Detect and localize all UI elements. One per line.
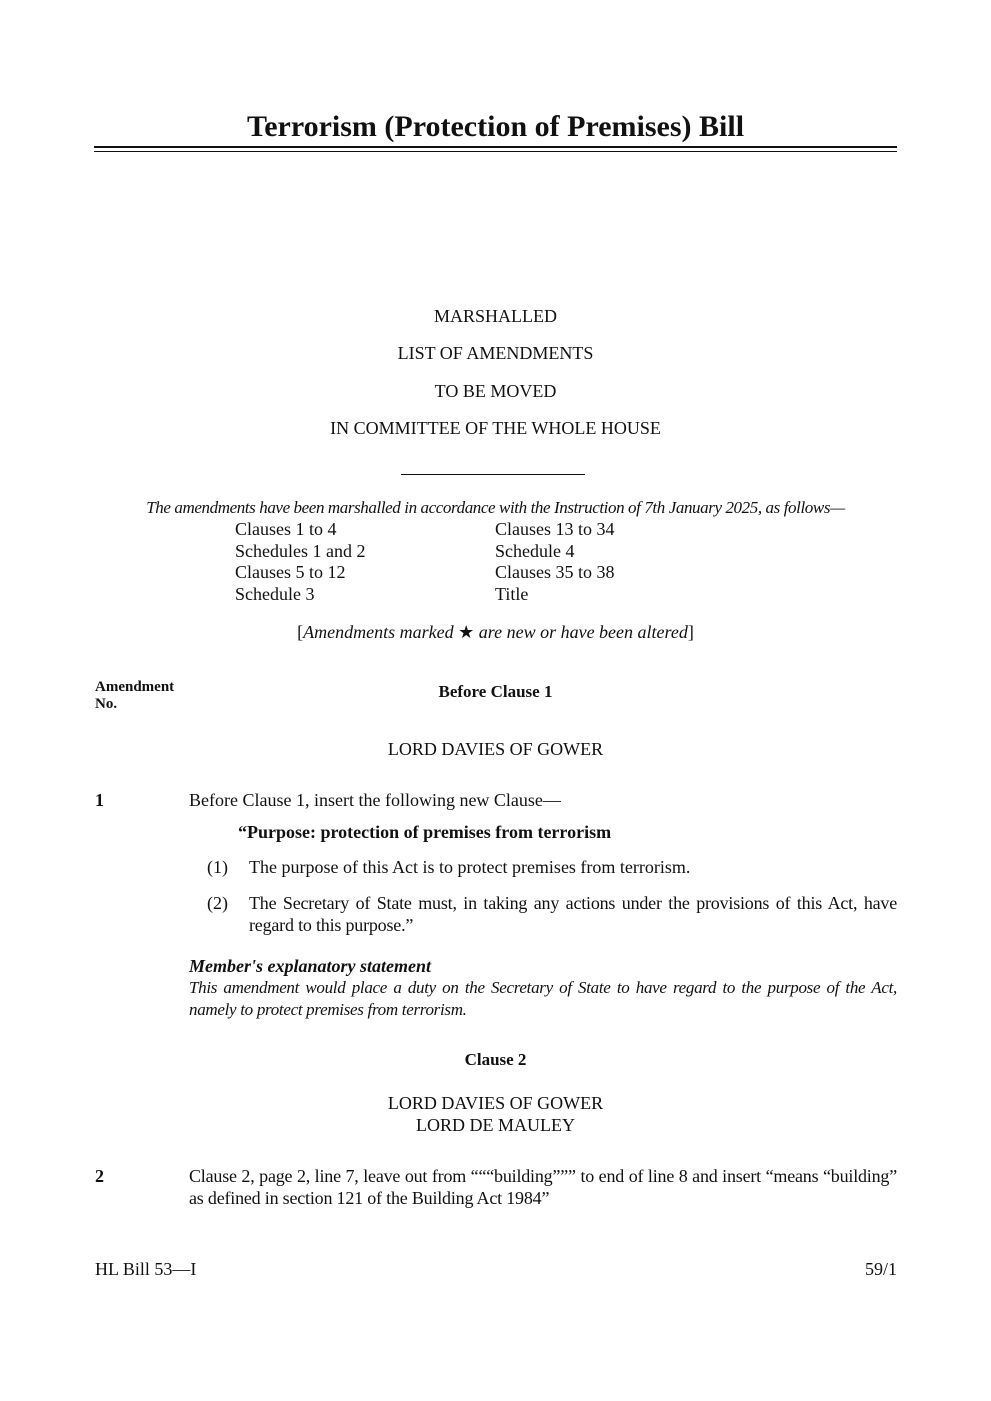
- order-item: Schedule 4: [495, 541, 575, 561]
- label-line: No.: [95, 696, 118, 712]
- title-rule: [94, 146, 897, 148]
- section-heading: Before Clause 1: [438, 682, 553, 701]
- note-text: Amendments marked: [303, 622, 459, 642]
- explanatory-heading: Member's explanatory statement: [189, 956, 431, 976]
- amendment-number: 1: [95, 790, 104, 810]
- subsection-text: The Secretary of State must, in taking any actions under the provisions of this Act, have regard to this purpose.”: [249, 893, 897, 935]
- amendment-text: Clause 2, page 2, line 7, leave out from “““building””” to end of line 8 and insert “means “building” as defined in section 121 of the Building Act 1984”: [189, 1166, 897, 1208]
- section-heading: Clause 2: [464, 1050, 527, 1069]
- note-text: are new or have been altered: [474, 622, 688, 642]
- amendment-number: 2: [95, 1166, 104, 1186]
- order-item: Title: [495, 584, 529, 604]
- heading-line: MARSHALLED: [433, 306, 557, 326]
- title-rule-thin: [94, 151, 897, 152]
- amendment-text: Before Clause 1, insert the following new Clause—: [189, 790, 561, 810]
- bill-title: Terrorism (Protection of Premises) Bill: [246, 110, 745, 143]
- order-item: Clauses 1 to 4: [235, 519, 337, 539]
- member-name: LORD DE MAULEY: [416, 1115, 575, 1135]
- member-name: LORD DAVIES OF GOWER: [387, 1093, 604, 1113]
- order-item: Schedules 1 and 2: [235, 541, 366, 561]
- bracket: [: [297, 622, 304, 642]
- heading-line: LIST OF AMENDMENTS: [397, 343, 594, 363]
- order-item: Clauses 5 to 12: [235, 562, 346, 582]
- order-item: Clauses 35 to 38: [495, 562, 615, 582]
- label-line: Amendment: [95, 679, 175, 695]
- order-item: Clauses 13 to 34: [495, 519, 615, 539]
- explanatory-text: This amendment would place a duty on the Secretary of State to have regard to the purpose of the Act, namely to protect premises from terrorism.: [189, 978, 897, 1019]
- order-item: Schedule 3: [235, 584, 315, 604]
- heading-line: TO BE MOVED: [434, 381, 557, 401]
- divider: [401, 474, 585, 475]
- heading-line: IN COMMITTEE OF THE WHOLE HOUSE: [330, 418, 661, 438]
- footer-bill-number: HL Bill 53—I: [95, 1259, 197, 1279]
- bracket: ]: [687, 622, 694, 642]
- member-name: LORD DAVIES OF GOWER: [387, 739, 604, 759]
- footer-page-ref: 59/1: [864, 1259, 897, 1279]
- instruction: The amendments have been marshalled in accordance with the Instruction of 7th January 2025, as follows—: [146, 498, 845, 517]
- subsection-text: The purpose of this Act is to protect premises from terrorism.: [249, 857, 691, 877]
- new-clause-title: “Purpose: protection of premises from terrorism: [238, 822, 612, 842]
- star-icon: ★: [458, 622, 475, 642]
- subsection-number: (2): [207, 893, 228, 913]
- star-note: [0, 621, 991, 643]
- subsection-number: (1): [207, 857, 228, 877]
